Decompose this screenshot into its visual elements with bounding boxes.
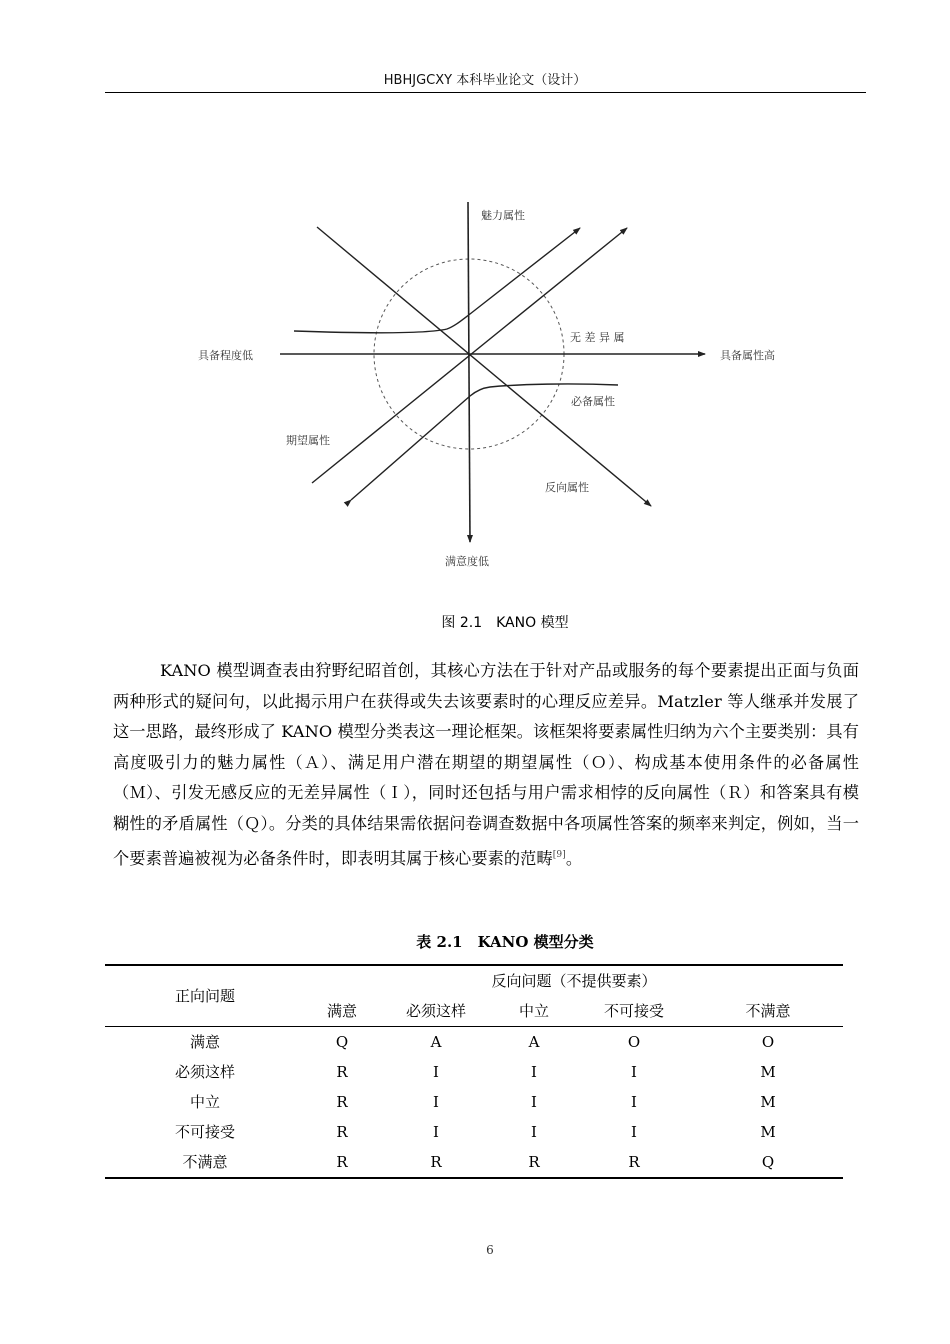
figure-caption: 图 2.1 KANO 模型 <box>441 615 569 631</box>
table-cell: O <box>761 1033 775 1051</box>
table-cell: R <box>379 1147 493 1178</box>
y-axis <box>468 202 470 542</box>
table-cell: I <box>631 1063 637 1081</box>
table-cell: I <box>433 1063 439 1081</box>
kano-classification-table <box>105 964 843 1179</box>
table-cell: I <box>433 1093 439 1111</box>
table-cell: R <box>336 1123 348 1141</box>
table-row <box>105 1117 843 1147</box>
table-cell: M <box>760 1063 776 1081</box>
column-header: 不满意 <box>693 996 843 1027</box>
table-row <box>105 1027 843 1058</box>
label-high-fulfillment: 具备属性高 <box>720 349 775 362</box>
label-attractive: 魅力属性 <box>481 209 525 222</box>
reverse-line <box>317 227 651 506</box>
row-label: 不满意 <box>105 1147 305 1178</box>
table-cell: Q <box>693 1147 843 1178</box>
table-row <box>105 1087 843 1117</box>
table-cell: R <box>336 1093 348 1111</box>
table-cell: I <box>531 1123 537 1141</box>
table-cell: M <box>760 1093 776 1111</box>
column-group-title: 反向问题（不提供要素） <box>305 965 843 996</box>
paragraph-text: KANO 模型调查表由狩野纪昭首创，其核心方法在于针对产品或服务的每个要素提出正面与负面两种形式的疑问句，以此揭示用户在获得或失去该要素时的心理反应差异。Matzler 等人继承并发展了这一思路，最终形成了 KANO 模型分类表这一理论框架。该框架将要素属性归纳为六个主要类别：具有高度吸引力的魅力属性（Ａ）、满足用户潜在期望的期望属性（Ｏ）、构成基本使用条件的必备属性（Ｍ）、引发无感反应的无差异属性（Ｉ），同时还包括与用户需求相悖的反向属性（Ｒ）和答案具有模糊性的矛盾属性（Ｑ）。分类的具体结果需依据问卷调查数据中各项属性答案的频率来判定，例如，当一个要素普遍被视为必备条件时，即表明其属于核心要素的范畴 <box>113 661 859 868</box>
table-cell: R <box>336 1063 348 1081</box>
row-label: 中立 <box>189 1093 220 1111</box>
table-cell: I <box>531 1063 537 1081</box>
table-cell: Q <box>335 1033 349 1051</box>
table-cell: M <box>760 1123 776 1141</box>
label-low-fulfillment: 具备程度低 <box>198 349 253 362</box>
label-must-be: 必备属性 <box>571 395 615 408</box>
table-cell: R <box>493 1147 575 1178</box>
page-number: 6 <box>486 1243 494 1257</box>
table-row <box>105 1057 843 1087</box>
page-header: HBHJGCXY 本科毕业论文（设计） <box>383 73 587 88</box>
row-label: 不可接受 <box>174 1123 235 1141</box>
row-label: 必须这样 <box>174 1063 235 1081</box>
column-header: 满意 <box>305 996 379 1027</box>
kano-diagram <box>190 190 790 580</box>
label-reverse: 反向属性 <box>545 481 589 494</box>
kano-model-figure <box>190 190 790 580</box>
table-cell: R <box>305 1147 379 1178</box>
table-cell: A <box>528 1033 540 1051</box>
table-cell: I <box>531 1093 537 1111</box>
table-caption: 表 2.1 KANO 模型分类 <box>416 933 594 951</box>
body-paragraph <box>113 656 859 874</box>
row-label: 满意 <box>189 1033 220 1051</box>
table-cell: I <box>433 1123 439 1141</box>
label-indifferent: 无 差 异 属 <box>570 331 625 344</box>
table-cell: I <box>631 1093 637 1111</box>
header-rule <box>105 92 866 93</box>
table-cell: O <box>627 1033 641 1051</box>
table-cell: A <box>430 1033 442 1051</box>
table-cell: R <box>575 1147 693 1178</box>
paragraph-end: 。 <box>565 848 583 868</box>
column-header: 必须这样 <box>379 996 493 1027</box>
label-one-dimensional: 期望属性 <box>286 434 330 447</box>
column-header: 中立 <box>493 996 575 1027</box>
citation-ref[interactable]: [9] <box>552 849 566 860</box>
column-header: 不可接受 <box>575 996 693 1027</box>
label-low-satisfaction: 满意度低 <box>445 555 489 568</box>
table-cell: I <box>631 1123 637 1141</box>
row-header-title: 正向问题 <box>105 965 305 1027</box>
table-row <box>105 1147 843 1178</box>
